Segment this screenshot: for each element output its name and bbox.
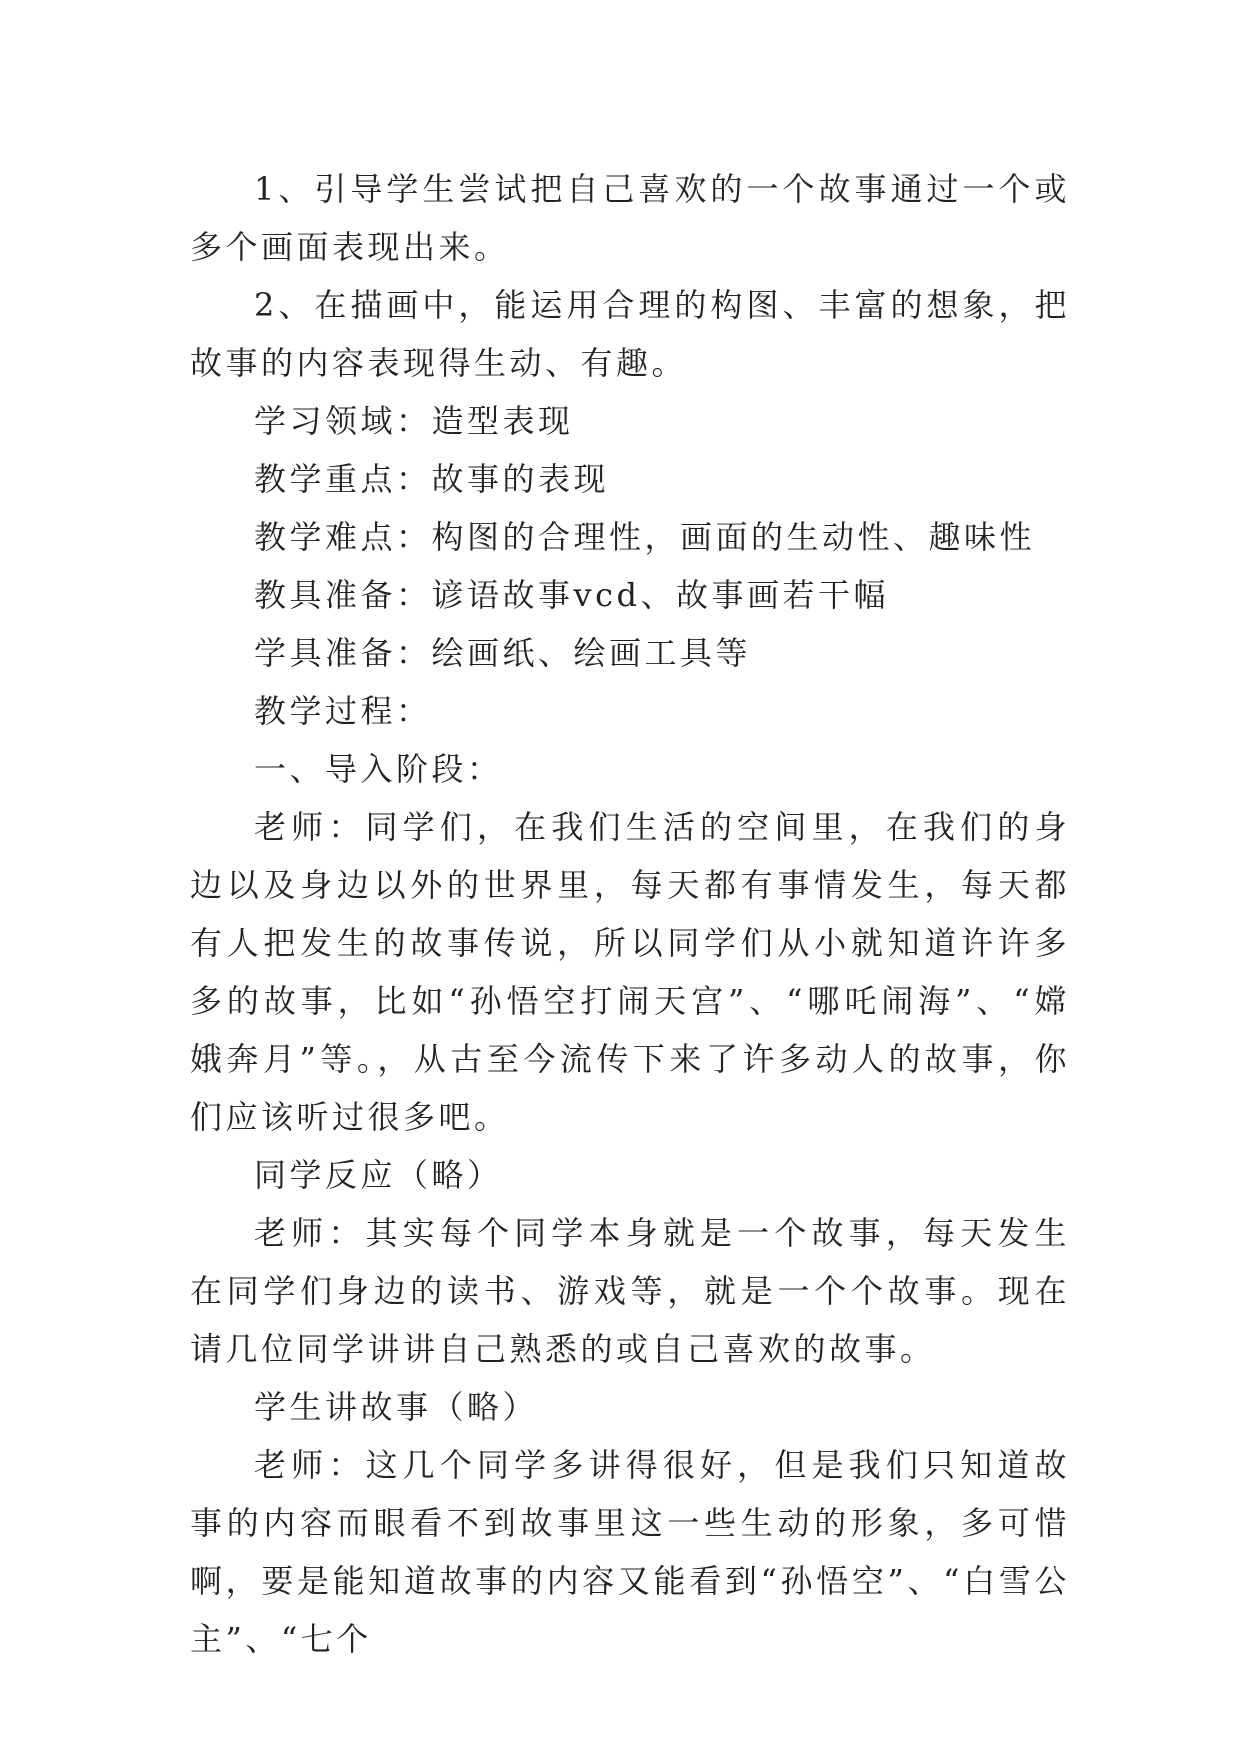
teaching-aids: 教具准备：谚语故事vcd、故事画若干幅 bbox=[254, 576, 889, 614]
student-storytelling: 学生讲故事（略） bbox=[254, 1388, 539, 1426]
objective-1: 1、引导学生尝试把自己喜欢的一个故事通过一个或多个画面表现出来。 bbox=[190, 170, 1070, 266]
teacher-speech-3: 老师：这几个同学多讲得很好，但是我们只知道故事的内容而眼看不到故事里这一些生动的形象，多可惜啊，要是能知道故事的内容又能看到“孙悟空”、“白雪公主”、“七个 bbox=[190, 1446, 1070, 1658]
student-materials: 学具准备：绘画纸、绘画工具等 bbox=[254, 634, 752, 672]
teaching-focus: 教学重点：故事的表现 bbox=[254, 460, 610, 498]
objective-2: 2、在描画中，能运用合理的构图、丰富的想象，把故事的内容表现得生动、有趣。 bbox=[190, 286, 1070, 382]
teaching-process-heading: 教学过程： bbox=[254, 692, 432, 730]
teacher-speech-2: 老师：其实每个同学本身就是一个故事，每天发生在同学们身边的读书、游戏等，就是一个个故事。现在请几位同学讲讲自己熟悉的或自己喜欢的故事。 bbox=[190, 1214, 1070, 1368]
teaching-difficulty: 教学难点：构图的合理性，画面的生动性、趣味性 bbox=[254, 518, 1036, 556]
student-reaction: 同学反应（略） bbox=[254, 1156, 503, 1194]
learning-domain: 学习领域：造型表现 bbox=[254, 402, 574, 440]
teacher-speech-1: 老师：同学们，在我们生活的空间里，在我们的身边以及身边以外的世界里，每天都有事情发生，每天都有人把发生的故事传说，所以同学们从小就知道许许多多的故事，比如“孙悟空打闹天宫”、“哪吒闹海”、“嫦娥奔月”等。，从古至今流传下来了许多动人的故事，你们应该听过很多吧。 bbox=[190, 808, 1070, 1136]
document-body bbox=[190, 160, 1070, 1668]
section-heading-intro: 一、导入阶段： bbox=[254, 750, 503, 788]
